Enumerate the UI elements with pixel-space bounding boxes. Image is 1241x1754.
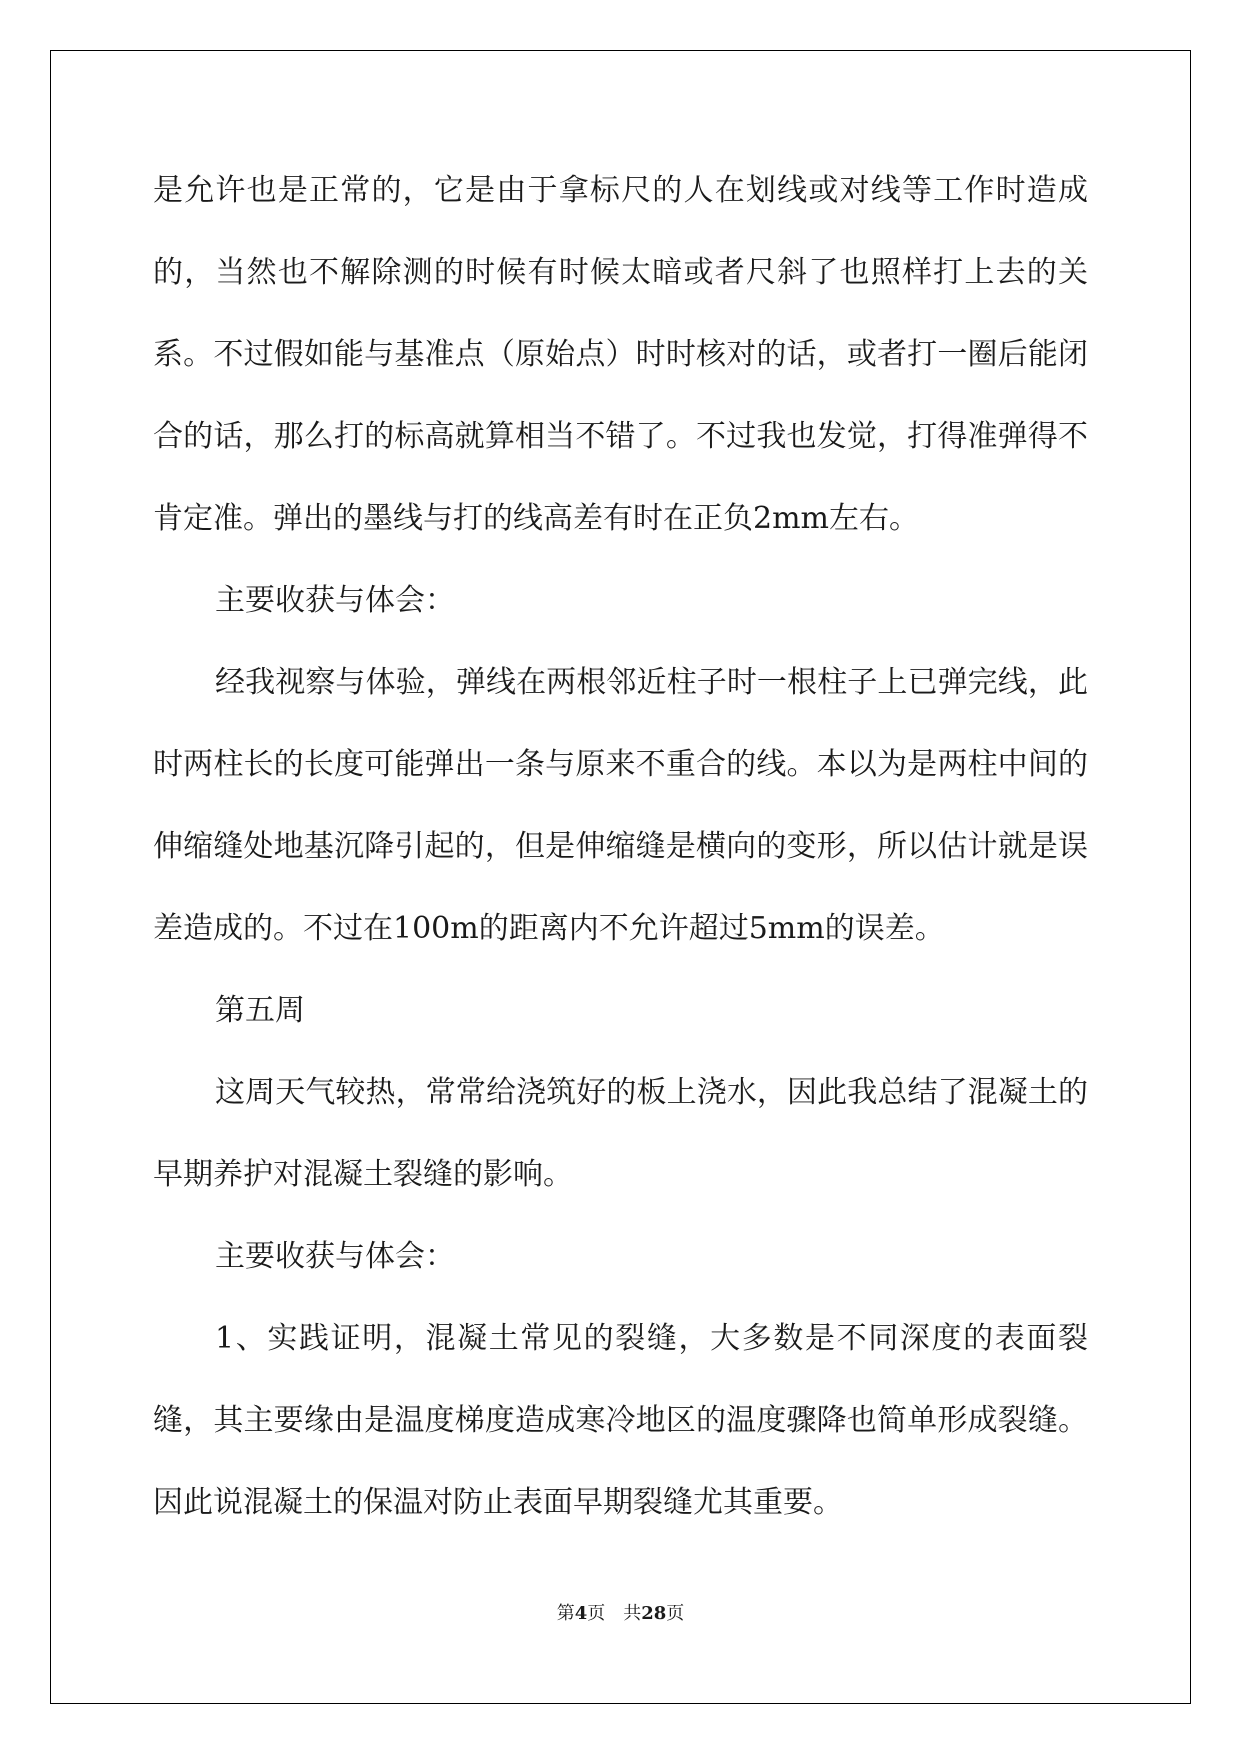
paragraph-crack-practice: 1、实践证明，混凝土常见的裂缝，大多数是不同深度的表面裂缝，其主要缘由是温度梯度造成寒冷地区的温度骤降也简单形成裂缝。因此说混凝土的保温对防止表面早期裂缝尤其重要。 [153, 1321, 1088, 1520]
paragraph-heading-gains-2: 主要收获与体会： [215, 1239, 455, 1274]
document-body [153, 150, 1088, 1544]
paragraph-heading-gains: 主要收获与体会： [215, 583, 455, 618]
footer-total-suffix: 页 [666, 1603, 685, 1624]
page-footer [0, 1599, 1241, 1625]
section-heading-week5: 第五周 [215, 993, 305, 1028]
footer-prefix: 第 [556, 1603, 575, 1624]
paragraph-continued: 是允许也是正常的，它是由于拿标尺的人在划线或对线等工作时造成的，当然也不解除测的时候有时候太暗或者尺斜了也照样打上去的关系。不过假如能与基准点（原始点）时时核对的话，或者打一圈后能闭合的话，那么打的标高就算相当不错了。不过我也发觉，打得准弹得不肯定准。弹出的墨线与打的线高差有时在正负2mm左右。 [153, 173, 1088, 536]
footer-total-prefix: 共 [623, 1603, 642, 1624]
paragraph-observation: 经我视察与体验，弹线在两根邻近柱子时一根柱子上已弹完线，此时两柱长的长度可能弹出一条与原来不重合的线。本以为是两柱中间的伸缩缝处地基沉降引起的，但是伸缩缝是横向的变形，所以估计就是误差造成的。不过在100m的距离内不允许超过5mm的误差。 [153, 665, 1088, 946]
footer-page-number: 4 [574, 1603, 588, 1624]
paragraph-week5-intro: 这周天气较热，常常给浇筑好的板上浇水，因此我总结了混凝土的早期养护对混凝土裂缝的影响。 [153, 1075, 1088, 1192]
footer-total-pages: 28 [641, 1603, 667, 1624]
footer-page-suffix: 页 [587, 1603, 606, 1624]
